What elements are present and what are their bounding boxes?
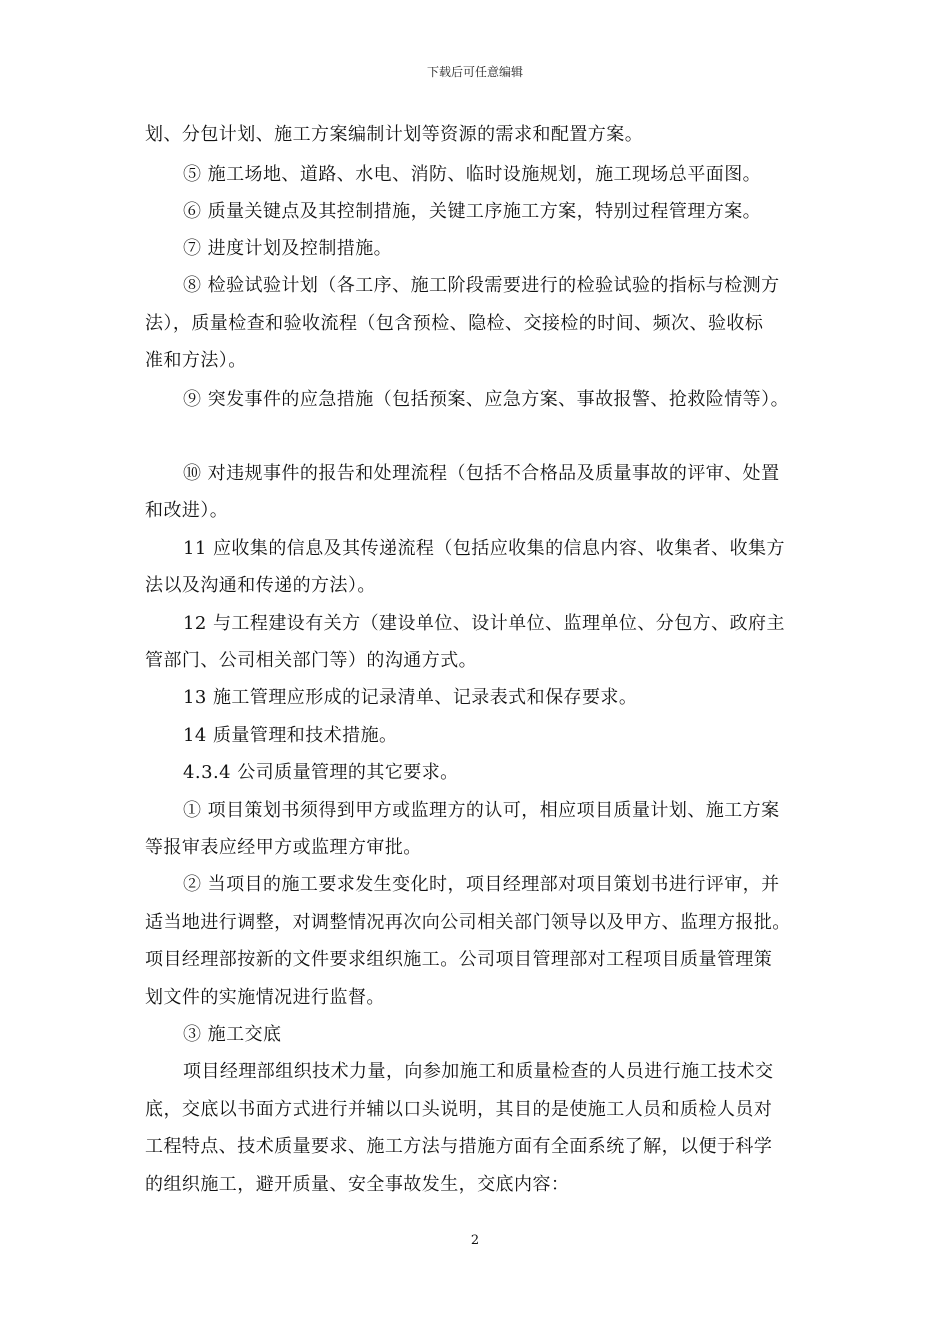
text-line: ⑤ 施工场地、道路、水电、消防、临时设施规划，施工现场总平面图。 <box>183 164 762 185</box>
text-line: 11 应收集的信息及其传递流程（包括应收集的信息内容、收集者、收集方 <box>183 538 785 559</box>
text-line: 底，交底以书面方式进行并辅以口头说明，其目的是使施工人员和质检人员对 <box>145 1099 773 1120</box>
text-line: ① 项目策划书须得到甲方或监理方的认可，相应项目质量计划、施工方案 <box>183 800 780 821</box>
text-line: ⑨ 突发事件的应急措施（包括预案、应急方案、事故报警、抢救险情等）。 <box>183 389 790 410</box>
text-line: 划、分包计划、施工方案编制计划等资源的需求和配置方案。 <box>145 124 644 145</box>
text-line: 法以及沟通和传递的方法）。 <box>145 575 376 596</box>
text-line: ③ 施工交底 <box>183 1024 282 1045</box>
text-line: 12 与工程建设有关方（建设单位、设计单位、监理单位、分包方、政府主 <box>183 613 785 634</box>
text-line: 的组织施工，避开质量、安全事故发生，交底内容： <box>145 1174 570 1195</box>
text-line: 管部门、公司相关部门等）的沟通方式。 <box>145 650 478 671</box>
text-line: 和改进）。 <box>145 500 229 521</box>
text-line: 14 质量管理和技术措施。 <box>183 725 398 746</box>
text-line: ⑧ 检验试验计划（各工序、施工阶段需要进行的检验试验的指标与检测方 <box>183 275 780 296</box>
text-line: ⑥ 质量关键点及其控制措施，关键工序施工方案，特别过程管理方案。 <box>183 201 762 222</box>
text-line: 项目经理部组织技术力量，向参加施工和质量检查的人员进行施工技术交 <box>183 1061 774 1082</box>
text-line: ⑦ 进度计划及控制措施。 <box>183 238 393 259</box>
text-line: ② 当项目的施工要求发生变化时，项目经理部对项目策划书进行评审，并 <box>183 874 780 895</box>
text-line: 项目经理部按新的文件要求组织施工。公司项目管理部对工程项目质量管理策 <box>145 949 773 970</box>
text-line: 13 施工管理应形成的记录清单、记录表式和保存要求。 <box>183 687 638 708</box>
text-line: 等报审表应经甲方或监理方审批。 <box>145 837 422 858</box>
text-line: 法），质量检查和验收流程（包含预检、隐检、交接检的时间、频次、验收标 <box>145 313 764 334</box>
page-number: 2 <box>470 1233 480 1248</box>
text-line: 工程特点、技术质量要求、施工方法与措施方面有全面系统了解，以便于科学 <box>145 1136 773 1157</box>
page-header: 下载后可任意编辑 <box>426 65 523 79</box>
text-line: ⑩ 对违规事件的报告和处理流程（包括不合格品及质量事故的评审、处置 <box>183 463 780 484</box>
text-line: 适当地进行调整，对调整情况再次向公司相关部门领导以及甲方、监理方报批。 <box>145 912 791 933</box>
section-heading: 4.3.4 公司质量管理的其它要求。 <box>183 762 459 783</box>
text-line: 划文件的实施情况进行监督。 <box>145 987 385 1008</box>
text-line: 准和方法）。 <box>145 350 247 371</box>
